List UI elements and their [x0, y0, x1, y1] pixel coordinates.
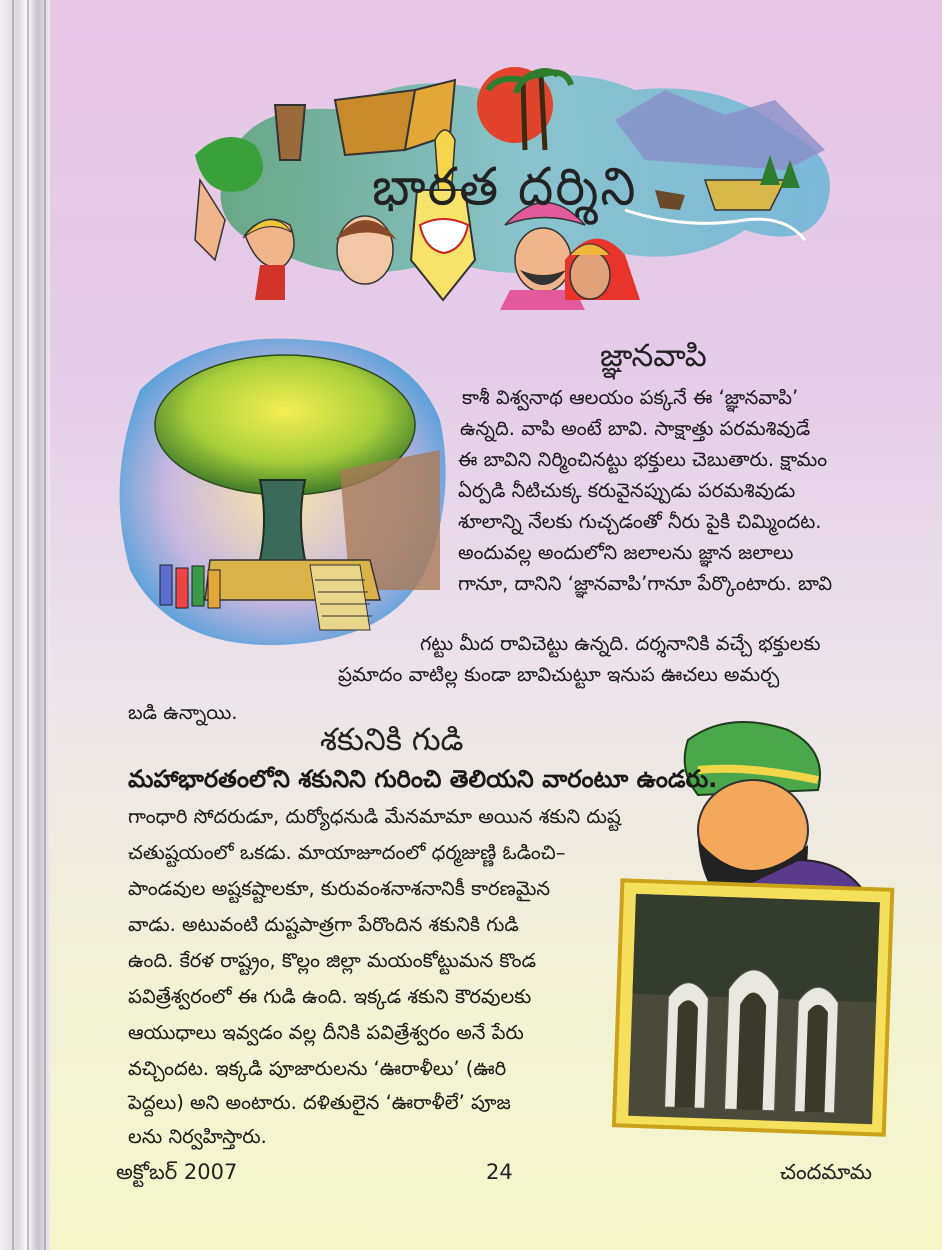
s1-line: శూలాన్ని నేలకు గుచ్చడంతో నీరు పైకి చిమ్మిందట.: [458, 510, 822, 533]
s2-line: లను నిర్వహిస్తారు.: [128, 1125, 267, 1148]
magazine-name: చందమామ: [780, 1160, 872, 1184]
s2-line: గాంధారి సోదరుడూ, దుర్యోధనుడి మేనమామా అయిన శకుని దుష్ట: [128, 805, 621, 828]
s2-line-text: మహాభారతంలోని శకునిని గురించి తెలియని వారంటూ ఉండరు.: [128, 765, 718, 793]
banner-title: భారత దర్శిని: [372, 156, 638, 218]
banyan-tree-illustration: [110, 330, 450, 650]
s1-line: ఈ బావిని నిర్మించినట్టు భక్తులు చెబుతారు. క్షామం: [458, 448, 828, 471]
s2-line: పవిత్రేశ్వరంలో ఈ గుడి ఉంది. ఇక్కడ శకుని కౌరవులకు: [128, 985, 532, 1008]
spine-line: [44, 0, 46, 1250]
s1-line: ఉన్నది. వాపి అంటే బావి. సాక్షాత్తు పరమశివుడే: [460, 417, 811, 440]
heading-shakuni-temple: శకునికి గుడి: [320, 722, 464, 758]
s2-line: పాండవుల అష్టకష్టాలకూ, కురువంశనాశనానికీ కారణమైన: [128, 877, 551, 900]
heading-gnanavapi: జ్ఞానవాపి: [600, 338, 707, 374]
s1-line: గట్టు మీద రావిచెట్టు ఉన్నది. దర్శనానికి వచ్చే భక్తులకు: [420, 632, 821, 655]
s1-line: గానూ, దానిని ‘జ్ఞానవాపి’గానూ పేర్కొంటారు. బావి: [458, 572, 833, 595]
footer-date: అక్టోబర్ 2007: [116, 1160, 238, 1184]
spine-line: [27, 0, 29, 1250]
s1-line: అందువల్ల అందులోని జలాలను జ్ఞాన జలాలు: [458, 541, 794, 564]
s1-line: బడి ఉన్నాయి.: [128, 701, 238, 724]
page-number: 24: [486, 1160, 513, 1184]
page-spine: [0, 0, 50, 1250]
s2-line: వాడు. అటువంటి దుష్టపాత్రగా పేరొందిన శకునికి గుడి: [128, 913, 519, 936]
s2-line: పెద్దలు) అని అంటారు. దళితులైన ‘ఊరాళీలే’ పూజ: [128, 1091, 511, 1114]
spine-line: [12, 0, 14, 1250]
s2-line: [128, 764, 717, 797]
s2-line: ఉంది. కేరళ రాష్ట్రం, కొల్లం జిల్లా మయంకోట్టుమన కొండ: [128, 949, 536, 972]
s2-line: వచ్చిందట. ఇక్కడి పూజారులను ‘ఊరాళీలు’ (ఊరి: [128, 1057, 507, 1080]
s2-line: ఆయుధాలు ఇవ్వడం వల్ల దీనికి పవిత్రేశ్వరం అనే పేరు: [128, 1021, 524, 1044]
s1-line: ఏర్పడి నీటిచుక్క కరువైనప్పుడు పరమశివుడు: [458, 479, 796, 502]
s1-line: కాశీ విశ్వనాథ ఆలయం పక్కనే ఈ ‘జ్ఞానవాపి’: [462, 386, 799, 409]
s2-line: చతుష్టయంలో ఒకడు. మాయాజూదంలో ధర్మజుణ్ణి ఓడించి–: [128, 841, 566, 864]
s1-line: ప్రమాదం వాటిల్ల కుండా బావిచుట్టూ ఇనుప ఊచలు అమర్చ: [338, 663, 780, 686]
